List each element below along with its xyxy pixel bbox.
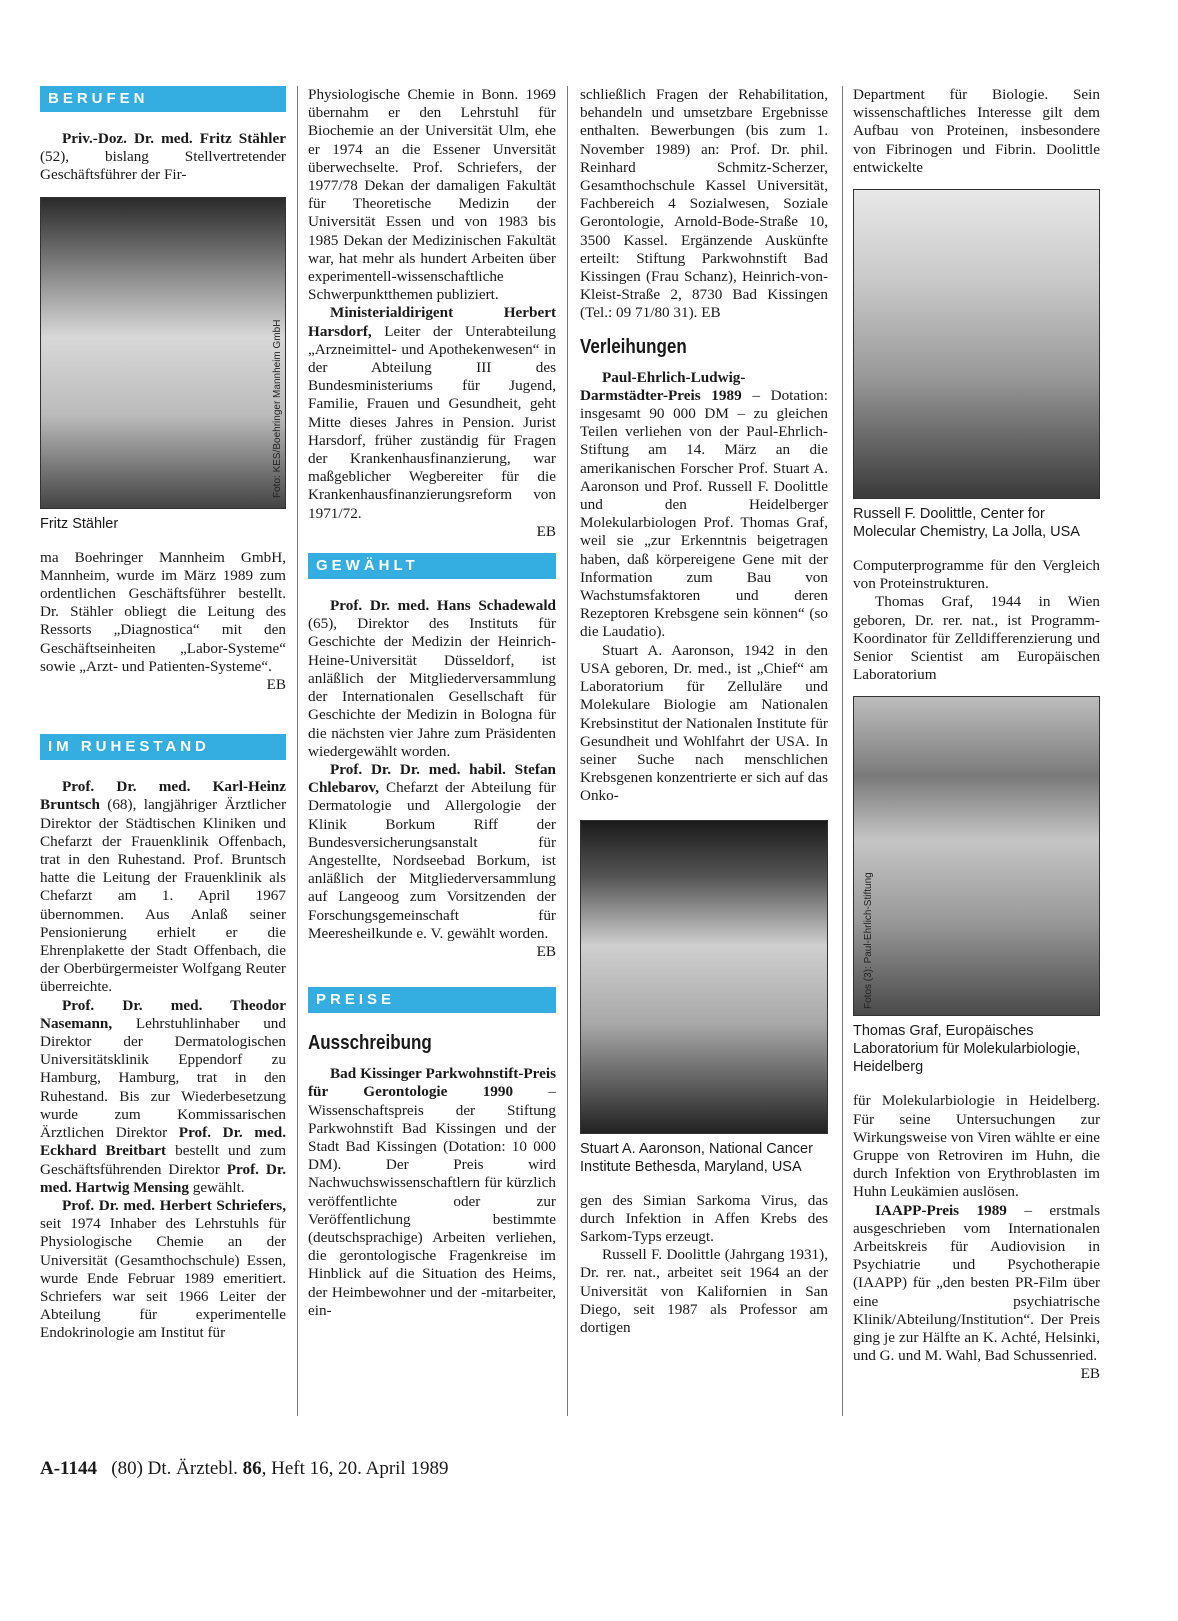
article-nasemann: Prof. Dr. med. Theodor Nasemann, Lehrstuhlinhaber und Direktor der Dermatologischen Universitätsklinik Eppendorf zu Hamburg, Hamburg, trat in den Ruhestand. Bis zur Wiederbesetzung wurde zum Kommissarischen Ärztlichen Direktor Prof. Dr. med. Eckhard Breitbart bestellt und zum Geschäftsführenden Direktor Prof. Dr. med. Hartwig Mensing gewählt. — [40, 996, 287, 1196]
author-signature: EB — [1080, 1365, 1100, 1383]
column-rule — [297, 86, 298, 1416]
page-number: A-1144 — [40, 1458, 97, 1479]
column-rule — [567, 86, 568, 1416]
article-staehler: Priv.-Doz. Dr. med. Fritz Stähler (52), bislang Stellvertretender Geschäftsführer der Fir- — [40, 130, 286, 184]
article-aaronson-continued: gen des Simian Sarkoma Virus, das durch Infektion in Affen Krebs des Sarkom-Typs erzeugt. — [580, 1191, 828, 1245]
article-paul-ehrlich-preis: Paul-Ehrlich-Ludwig-Darmstädter-Preis 1989 – Dotation: insgesamt 90 000 DM – zu gleichen Teilen verliehen von der Paul-Ehrlich-Stiftung am 14. März an die amerikanischen Forscher Prof. Stuart A. Aaronson und Prof. Russell F. Doolittle und den Heidelberger Molekularbiologen Prof. Thomas Graf, weil sie „zur Erkenntnis beigetragen haben, daß körpereigene Gene mit der Information zum Bau von Wachstumsfaktoren und deren Rezeptoren Krebsgene sein können“ (so die Laudatio). — [580, 368, 828, 641]
section-band-ruhestand: IM RUHESTAND — [40, 734, 286, 760]
subheading-verleihungen: Verleihungen — [580, 335, 687, 358]
section-band-gewaehlt: GEWÄHLT — [308, 553, 556, 579]
journal-citation: (80) Dt. Ärztebl. — [111, 1458, 243, 1479]
photo-russell-doolittle — [853, 189, 1100, 499]
subheading-ausschreibung: Ausschreibung — [308, 1032, 432, 1055]
article-aaronson: Stuart A. Aaronson, 1942 in den USA geboren, Dr. med., ist „Chief“ am Laboratorium für Zelluläre und Molekulare Biologie am Nationalen Krebsinstitut der Nationalen Institute für Gesundheit und Wohlfahrt der USA. In seiner Suche nach menschlichen Krebsgenen konzentrierte er sich auf das Onko- — [580, 641, 828, 805]
section-band-berufen: BERUFEN — [40, 86, 286, 112]
photo-fritz-staehler — [40, 197, 286, 509]
article-parkwohnstift: Bad Kissinger Parkwohnstift-Preis für Gerontologie 1990 – Wissenschaftspreis der Stiftung Parkwohnstift Bad Kissingen und der Stadt Bad Kissingen (Dotation: 10 000 DM). Der Preis wird Nachwuchswissenschaftlern für kürzlich veröffentlichte oder zur Veröffentlichung bestimmte (deutschsprachige) Arbeiten verliehen, die gerontologische Fragenkreise im Hinblick auf die Situation des Heims, der Heimbewohner und der -mitarbeiter, ein- — [308, 1065, 556, 1319]
article-schriefers: Prof. Dr. med. Herbert Schriefers, seit 1974 Inhaber des Lehrstuhls für Physiologische Chemie an der Universität (Gesamthochschule) Essen, wurde Ende Februar 1989 emeritiert. Schriefers war seit 1966 Leiter der Abteilung für experimentelle Endokrinologie am Institut für — [40, 1196, 286, 1342]
person-name: Priv.-Doz. Dr. med. Fritz Stähler — [62, 130, 286, 147]
journal-issue: , Heft 16, 20. April 1989 — [261, 1458, 449, 1479]
article-staehler-continued: ma Boehringer Mannheim GmbH, Mannheim, wurde im März 1989 zum ordentlichen Geschäftsführer bestellt. Dr. Stähler obliegt die Leitung des Ressorts „Diagnostica“ mit den Geschäftseinheiten „Labor-Systeme“ sowie „Arzt- und Patienten-Systeme“. EB — [40, 548, 286, 694]
column-4 — [853, 86, 1100, 1384]
photo-thomas-graf — [853, 696, 1100, 1016]
article-graf-continued: für Molekularbiologie in Heidelberg. Für seine Untersuchungen zur Wirkungsweise von Viren wählte er eine Gruppe von Retroviren im Huhn, die durch Infektion von Erythroblasten im Huhn Leukämien auslösen. — [853, 1092, 1100, 1201]
column-rule — [842, 86, 843, 1416]
journal-volume: 86 — [242, 1458, 262, 1479]
article-schriefers-continued: Physiologische Chemie in Bonn. 1969 übernahm er den Lehrstuhl für Biochemie an der Universität Ulm, ehe er 1974 an die Essener Unversität überwechselte. Prof. Schriefers, der 1977/78 Dekan der damaligen Fakultät für Theoretische Medizin der Universität Essen und von 1983 bis 1985 Dekan der Medizinischen Fakultät war, hat mehr als hundert Arbeiten über experimentell-wissenschaftliche Schwerpunktthemen publiziert. — [308, 86, 556, 304]
article-parkwohnstift-continued: schließlich Fragen der Rehabilitation, behandeln und umsetzbare Ergebnisse enthalten. Bewerbungen (bis zum 1. November 1989) an: Prof. Dr. phil. Reinhard Schmitz-Scherzer, Gesamthochschule Kassel Universität, Fachbereich 4 Sozialwesen, Soziale Gerontologie, Arnold-Bode-Straße 10, 3500 Kassel. Ergänzende Auskünfte erteilt: Stiftung Parkwohnstift Bad Kissingen (Frau Schanz), Heinrich-von-Kleist-Straße 2, 8730 Bad Kissingen (Tel.: 09 71/80 31). EB — [580, 86, 828, 322]
photo-caption: Stuart A. Aaronson, National Cancer Institute Bethesda, Maryland, USA — [580, 1140, 813, 1175]
article-bruntsch: Prof. Dr. med. Karl-Heinz Bruntsch (68), langjähriger Ärztlicher Direktor der Städtischen Kliniken und Chefarzt der Frauenklinik Offenbach, trat in den Ruhestand. Prof. Bruntsch hatte die Leitung der Frauenklinik als Chefarzt am 1. April 1967 übernommen. Aus Anlaß seiner Pensionierung erhielt er die Ehrenplakette der Stadt Offenbach, die der Oberbürgermeister Wolfgang Reuter überreichte. — [40, 778, 286, 996]
page-footer — [40, 1458, 448, 1480]
photo-caption: Thomas Graf, Europäisches Laboratorium für Molekularbiologie, Heidelberg — [853, 1023, 1081, 1076]
article-doolittle-continued: Department für Biologie. Sein wissenschaftliches Interesse gilt dem Aufbau von Proteinen, insbesondere von Fibrinogen und Fibrin. Doolittle entwickelte — [853, 86, 1100, 176]
author-signature: EB — [536, 942, 556, 960]
column-3 — [580, 86, 828, 1337]
article-doolittle-end: Computerprogramme für den Vergleich von Proteinstrukturen. — [853, 557, 1100, 593]
column-2 — [308, 86, 556, 1320]
photo-stuart-aaronson — [580, 820, 828, 1134]
photo-caption: Russell F. Doolittle, Center for Molecular Chemistry, La Jolla, USA — [853, 506, 1080, 541]
article-graf: Thomas Graf, 1944 in Wien geboren, Dr. rer. nat., ist Programm-Koordinator für Zelldifferenzierung und Senior Scientist am Europäischen Laboratorium — [853, 593, 1100, 684]
author-signature: EB — [266, 676, 286, 694]
article-doolittle: Russell F. Doolittle (Jahrgang 1931), Dr. rer. nat., arbeitet seit 1964 an der Universität von Kalifornien in San Diego, seit 1987 als Professor am dortigen — [580, 1246, 828, 1336]
article-chlebarov: Prof. Dr. Dr. med. habil. Stefan Chlebarov, Chefarzt der Abteilung für Dermatologie und Allergologie der Klinik Borkum Riff der Bundesversicherungsanstalt für Angestellte, Nordseebad Borkum, ist anläßlich der Mitgliederversammlung auf Langeoog zum Vorsitzenden der Forschungsgemeinschaft für Meeresheilkunde e. V. gewählt worden. EB — [308, 760, 556, 960]
article-iaapp-preis: IAAPP-Preis 1989 – erstmals ausgeschrieben vom Internationalen Arbeitskreis für Audiovision in Psychiatrie und Psychotherapie (IAAPP) für „den besten PR-Film über eine psychiatrische Klinik/Abteilung/Institution“. Der Preis ging je zur Hälfte an K. Achté, Helsinki, und G. und M. Wahl, Bad Schussenried. EB — [853, 1201, 1100, 1383]
author-signature: EB — [536, 522, 556, 540]
section-band-preise: PREISE — [308, 987, 556, 1013]
article-schadewald: Prof. Dr. med. Hans Schadewald (65), Direktor des Instituts für Geschichte der Medizin der Heinrich-Heine-Universität Düsseldorf, ist anläßlich der Mitgliederversammlung der Internationalen Gesellschaft für Geschichte der Medizin in Bologna für die nächsten vier Jahre zum Präsidenten wiedergewählt worden. — [308, 597, 556, 760]
column-1 — [40, 86, 286, 1343]
photo-credit: Foto: KES/Boehringer Mannheim GmbH — [272, 319, 283, 498]
author-signature: EB — [701, 304, 721, 322]
article-harsdorf: Ministerialdirigent Herbert Harsdorf, Leiter der Unterabteilung „Arzneimittel- und Apothekenwesen“ in der Abteilung III des Bundesministeriums für Jugend, Familie, Frauen und Gesundheit, geht Mitte dieses Jahres in Pension. Jurist Harsdorf, früher zuständig für Fragen der Krankenhausfinanzierung, war maßgeblicher Wegbereiter für die Krankenhausfinanzierungsreform von 1971/72. EB — [308, 304, 556, 540]
photo-caption: Fritz Stähler — [40, 515, 119, 532]
photo-credit: Fotos (3): Paul-Ehrlich-Stiftung — [863, 872, 874, 1010]
